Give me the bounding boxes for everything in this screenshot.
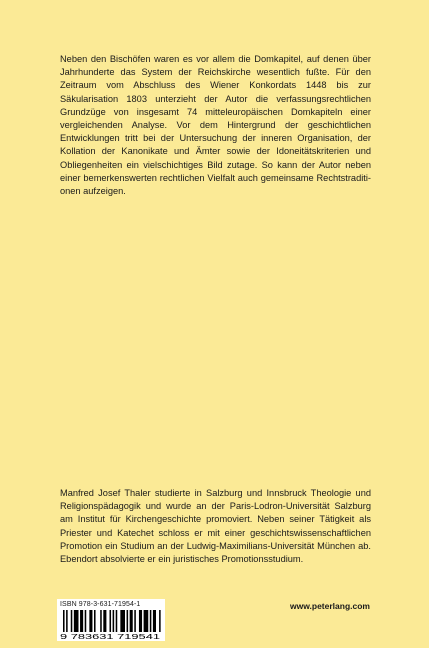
barcode-bar [144,610,149,632]
barcode-bar [130,610,133,632]
barcode-bar [127,610,129,632]
barcode-bar [80,610,83,632]
barcode-bar [153,610,156,632]
isbn-barcode [57,599,165,641]
back-cover-blurb: Neben den Bischöfen waren es vor allem die Domkapitel, auf denen über Jahrhunderte das System der Reichskirche wesentlich fußte. Für den Zeitraum vom Abschluss des Wiener Konkordats 1448 bis zur Säkularisation 1803 unterzieht der Autor die verfassungsrechtlichen Grundzüge von insgesamt 74 mitteleuropäischen Domkapiteln einer vergleichenden Analyse. Vor dem Hintergrund der geschichtlichen Entwicklungen tritt bei der Untersuchung der inneren Organisation, der Kollation der Kanonikate und Ämter sowie der Idoneitätskriterien und Obliegenheiten ein vielschichtiges Bild zutage. So kann der Autor neben einer bemerkenswerten rechtlichen Vielfalt auch gemeinsame Rechtstraditionen aufzeigen. [60,54,371,197]
barcode-digits: 9 783631 719541 [60,632,160,641]
barcode-bar [74,610,79,632]
barcode-bar [113,610,115,632]
barcode-bar [85,610,87,632]
barcode-bar [100,610,102,632]
barcode-bar [94,610,96,632]
barcode-bar [71,610,73,632]
barcode-bar [66,610,68,632]
barcode-bar [150,610,152,632]
barcode-bar [63,610,65,632]
barcode-bar [110,610,112,632]
publisher-website: www.peterlang.com [290,601,370,611]
barcode-bar [120,610,125,632]
barcode-bar [89,610,92,632]
barcode-bar [159,610,161,632]
barcode-bar [134,610,136,632]
author-biography: Manfred Josef Thaler studierte in Salzburg und Innsbruck Theologie und Religionspädagogik und wurde an der Paris-Lodron-Universität Salzburg am Institut für Kirchengeschichte promoviert. Neben seiner Tätigkeit als Priester und Katechet schloss er mit einer geschichtswissenschaftlichen Promotion ein Studium an der Ludwig-Maximilians-Universität München ab. Ebendort absolvierte er ein juristisches Promotionsstudium. [60,488,371,565]
barcode-bar [139,610,142,632]
barcode-bar [116,610,118,632]
isbn-label: ISBN 978-3-631-71954-1 [60,601,141,608]
barcode-bar [103,610,106,632]
